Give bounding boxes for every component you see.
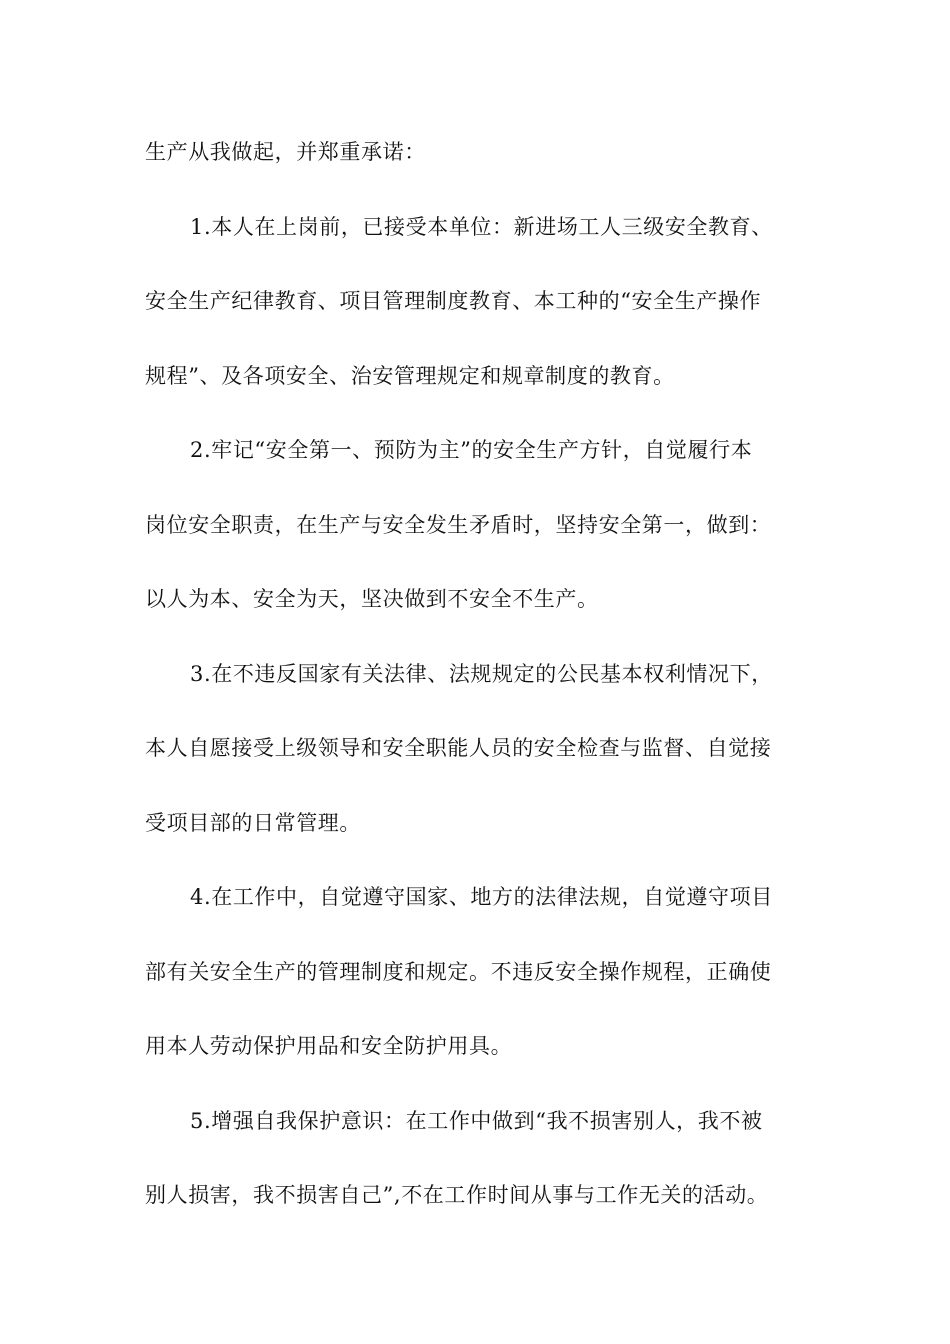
item-2-line-1: 2.牢记“安全第一、预防为主”的安全生产方针，自觉履行本 <box>190 438 753 462</box>
item-3-line-3: 受项目部的日常管理。 <box>145 810 361 835</box>
item-3-line-2: 本人自愿接受上级领导和安全职能人员的安全检查与监督、自觉接 <box>145 736 772 760</box>
item-5-line-1: 5.增强自我保护意识：在工作中做到“我不损害别人，我不被 <box>190 1108 763 1133</box>
item-4-line-3: 用本人劳动保护用品和安全防护用具。 <box>145 1034 513 1058</box>
item-4-line-2: 部有关安全生产的管理制度和规定。不违反安全操作规程，正确使 <box>145 959 772 984</box>
item-1-line-2: 安全生产纪律教育、项目管理制度教育、本工种的“安全生产操作 <box>145 289 762 313</box>
item-3-line-1: 3.在不违反国家有关法律、法规规定的公民基本权利情况下， <box>190 661 773 686</box>
item-4-line-1: 4.在工作中，自觉遵守国家、地方的法律法规，自觉遵守项目 <box>190 885 773 909</box>
text-line: 生产从我做起，并郑重承诺： <box>145 140 426 164</box>
item-2-line-3: 以人为本、安全为天，坚决做到不安全不生产。 <box>145 587 599 611</box>
document-body <box>145 124 810 1242</box>
item-1-line-1: 1.本人在上岗前，已接受本单位：新进场工人三级安全教育、 <box>190 214 773 239</box>
item-2-line-2: 岗位安全职责，在生产与安全发生矛盾时，坚持安全第一，做到： <box>145 512 772 537</box>
item-5-line-2: 别人损害，我不损害自己”,不在工作时间从事与工作无关的活动。 <box>145 1183 769 1207</box>
item-1-line-3: 规程”、及各项安全、治安管理规定和规章制度的教育。 <box>145 363 675 388</box>
